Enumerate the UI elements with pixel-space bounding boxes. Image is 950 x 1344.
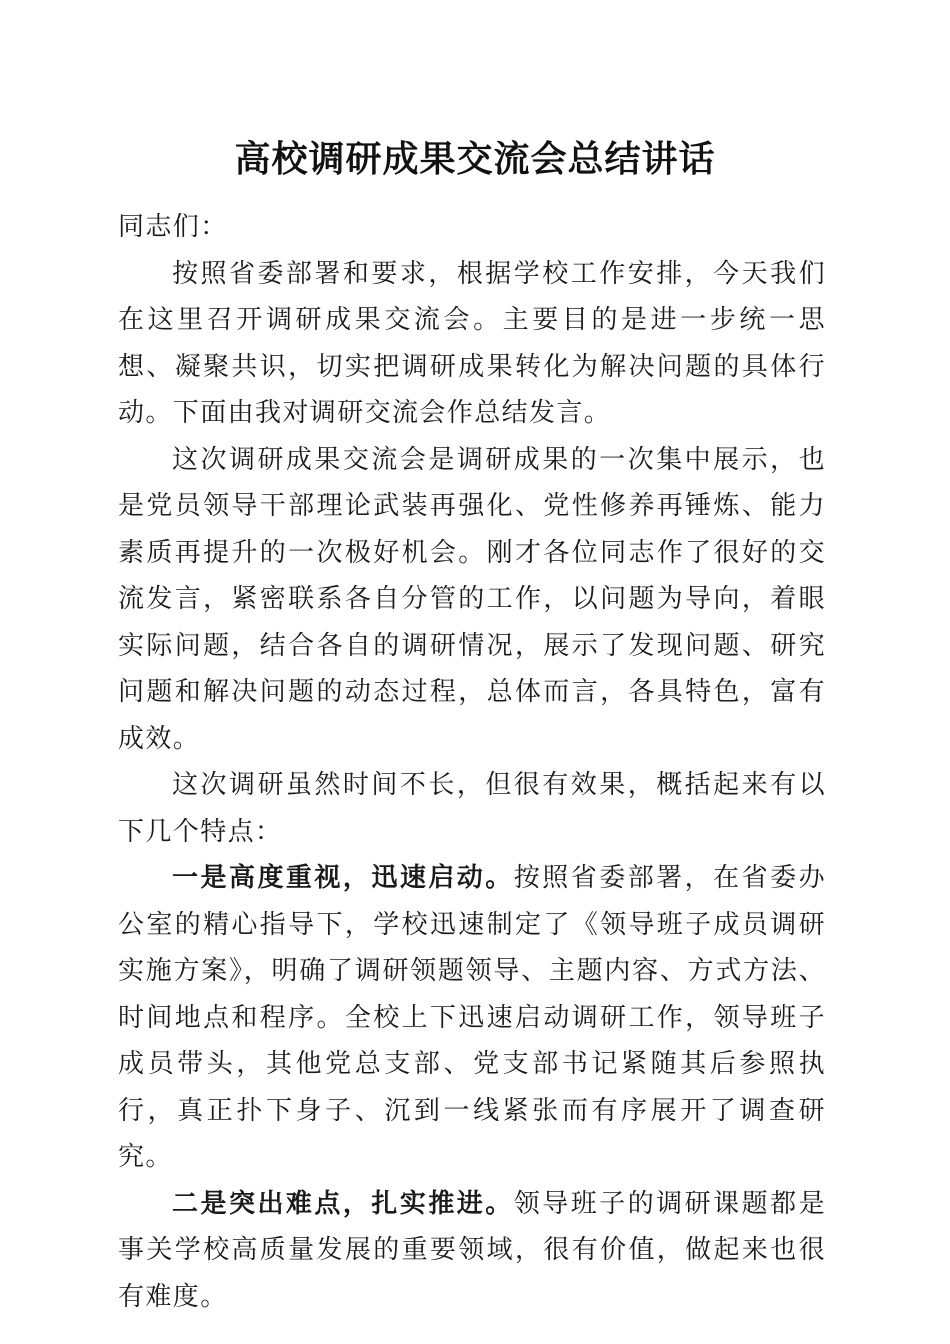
document-title: 高校调研成果交流会总结讲话 <box>234 139 716 180</box>
paragraph-lead: 一是高度重视，迅速启动。 <box>172 863 514 893</box>
paragraph-text: 按照省委部署，在省委办公室的精心指导下，学校迅速制定了《领导班子成员调研实施方案》，明确了调研领题领导、主题内容、方式方法、时间地点和程序。全校上下迅速启动调研工作，领导班子成员带头，其他党总支部、党支部书记紧随其后参照执行，真正扑下身子、沉到一线紧张而有序展开了调查研究。 <box>118 863 826 1172</box>
paragraph-lead: 二是突出难点，扎实推进。 <box>172 1188 514 1219</box>
paragraph-feature-two <box>118 1181 826 1321</box>
paragraph-text: 这次调研虽然时间不长，但很有效果，概括起来有以下几个特点： <box>118 770 826 847</box>
paragraph-feature-one <box>118 855 826 1181</box>
paragraph-text: 按照省委部署和要求，根据学校工作安排，今天我们在这里召开调研成果交流会。主要目的是进一步统一思想、凝聚共识，切实把调研成果转化为解决问题的具体行动。下面由我对调研交流会作总结发言。 <box>118 258 826 428</box>
paragraph-text: 领导班子的调研课题都是事关学校高质量发展的重要领域，很有价值，做起来也很有难度。 <box>118 1188 826 1312</box>
paragraph-text: 这次调研成果交流会是调研成果的一次集中展示，也是党员领导干部理论武装再强化、党性修养再锤炼、能力素质再提升的一次极好机会。刚才各位同志作了很好的交流发言，紧密联系各自分管的工作，以问题为导向，着眼实际问题，结合各自的调研情况，展示了发现问题、研究问题和解决问题的动态过程，总体而言，各具特色，富有成效。 <box>118 444 826 754</box>
paragraph-intro <box>118 251 826 437</box>
document-body <box>118 204 826 1320</box>
paragraph-features-intro <box>118 762 826 855</box>
paragraph-summary <box>118 437 826 763</box>
salutation: 同志们： <box>118 212 228 242</box>
